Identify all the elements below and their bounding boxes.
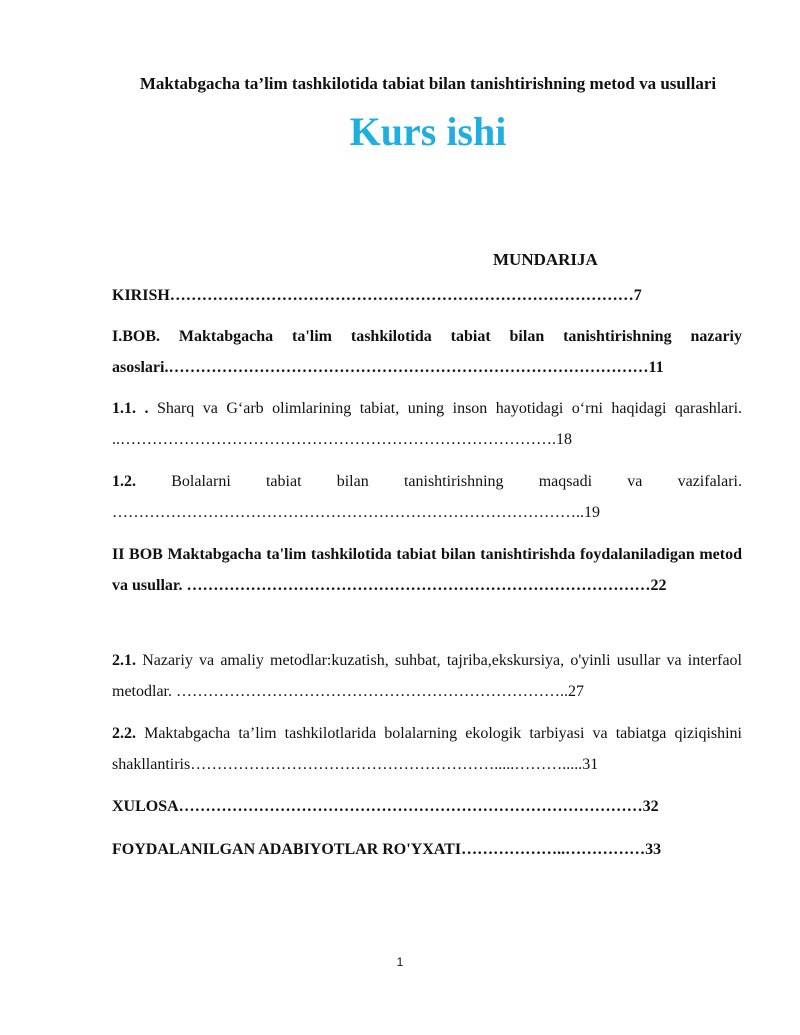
- page-number: 1: [396, 955, 404, 969]
- toc-entry-text: Nazariy va amaliy metodlar:kuzatish, suhbat, tajriba,ekskursiya, o'yinli usullar va interfaol metodlar. ………………………………………………………………..27: [112, 652, 742, 700]
- toc-entry-2-2: [112, 718, 742, 780]
- toc-entry-number: 2.2.: [112, 725, 136, 742]
- toc-entry-xulosa: XULOSA……………………………………………………………………………32: [112, 798, 659, 815]
- toc-entry-text: Maktabgacha ta’lim tashkilotlarida bolalarning ekologik tarbiyasi va tabiatga qiziqishini shakllantiris………………………………………………….....……….....31: [112, 725, 742, 773]
- toc-entry-number: 2.1.: [112, 652, 136, 669]
- toc-entry-1-1: [112, 393, 742, 455]
- toc-entry-chapter-1: I.BOB. Maktabgacha ta'lim tashkilotida tabiat bilan tanishtirishning nazariy asoslari.………………………………………………………………………………11: [112, 328, 742, 376]
- toc-entry-chapter-2: II BOB Maktabgacha ta'lim tashkilotida tabiat bilan tanishtirishda foydalaniladigan metod va usullar. ……………………………………………………………………………22: [112, 546, 742, 594]
- toc-entry-1-2: [112, 466, 742, 528]
- toc-entry-references: FOYDALANILGAN ADABIYOTLAR RO'YXATI………………..……………33: [112, 841, 662, 858]
- document-topic: Maktabgacha ta’lim tashkilotida tabiat bilan tanishtirishning metod va usullari: [139, 74, 717, 93]
- toc-entry-number: 1.1. .: [112, 400, 149, 417]
- toc-entry-text: Bolalarni tabiat bilan tanishtirishning maqsadi va vazifalari. ……………………………………………………………………………..19: [112, 473, 742, 521]
- toc-heading: MUNDARIJA: [493, 250, 598, 269]
- work-type-title: Kurs ishi: [349, 109, 507, 154]
- toc-entry-number: 1.2.: [112, 473, 136, 490]
- toc-entry-text: Sharq va G‘arb olimlarining tabiat, uning inson hayotidagi o‘rni haqidagi qarashlari. ..……………………………………………………………………….18: [112, 400, 743, 448]
- toc-entry-kirish: KIRISH……………………………………………………………………………7: [112, 287, 642, 304]
- toc-entry-2-1: [112, 645, 742, 707]
